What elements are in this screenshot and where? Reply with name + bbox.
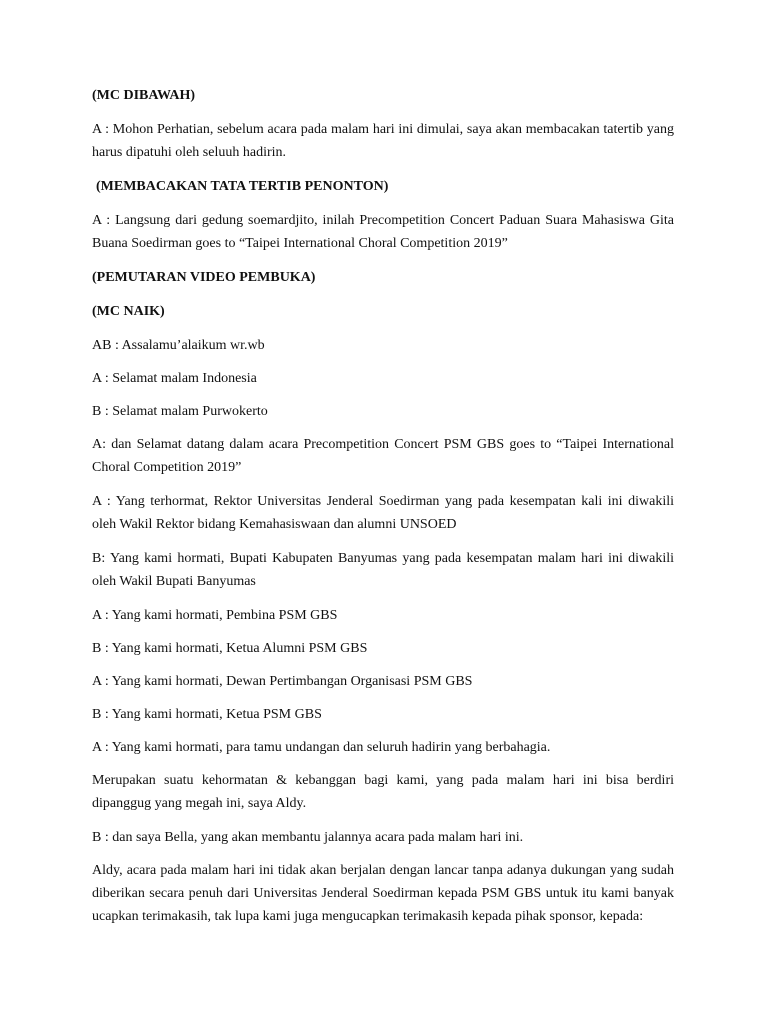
paragraph: A: dan Selamat datang dalam acara Precompetition Concert PSM GBS goes to “Taipei International Choral Competition 2019” xyxy=(92,437,674,475)
heading-tata-tertib: (MEMBACAKAN TATA TERTIB PENONTON) xyxy=(96,179,389,194)
paragraph: Merupakan suatu kehormatan & kebanggan bagi kami, yang pada malam hari ini bisa berdiri dipanggug yang megah ini, saya Aldy. xyxy=(92,773,674,811)
paragraph: A : Selamat malam Indonesia xyxy=(92,371,257,386)
heading-mc-naik: (MC NAIK) xyxy=(92,304,165,319)
paragraph: A : Yang kami hormati, Pembina PSM GBS xyxy=(92,608,338,623)
paragraph: A : Langsung dari gedung soemardjito, inilah Precompetition Concert Paduan Suara Mahasiswa Gita Buana Soedirman goes to “Taipei International Choral Competition 2019” xyxy=(92,213,674,251)
paragraph: B : Selamat malam Purwokerto xyxy=(92,404,268,419)
paragraph: B: Yang kami hormati, Bupati Kabupaten Banyumas yang pada kesempatan malam hari ini diwakili oleh Wakil Bupati Banyumas xyxy=(92,551,674,589)
paragraph: B : Yang kami hormati, Ketua PSM GBS xyxy=(92,707,322,722)
paragraph: A : Yang kami hormati, Dewan Pertimbangan Organisasi PSM GBS xyxy=(92,674,473,689)
paragraph: A : Yang kami hormati, para tamu undangan dan seluruh hadirin yang berbahagia. xyxy=(92,740,551,755)
paragraph: Aldy, acara pada malam hari ini tidak akan berjalan dengan lancar tanpa adanya dukungan yang sudah diberikan secara penuh dari Universitas Jenderal Soedirman kepada PSM GBS untuk itu kami banyak ucapkan terimakasih, tak lupa kami juga mengucapkan terimakasih kepada pihak sponsor, kepada: xyxy=(92,863,674,924)
paragraph: A : Mohon Perhatian, sebelum acara pada malam hari ini dimulai, saya akan membacakan tatertib yang harus dipatuhi oleh seluuh hadirin. xyxy=(92,122,674,160)
paragraph: A : Yang terhormat, Rektor Universitas Jenderal Soedirman yang pada kesempatan kali ini diwakili oleh Wakil Rektor bidang Kemahasiswaan dan alumni UNSOED xyxy=(92,494,674,532)
paragraph: B : dan saya Bella, yang akan membantu jalannya acara pada malam hari ini. xyxy=(92,830,524,845)
paragraph: B : Yang kami hormati, Ketua Alumni PSM GBS xyxy=(92,641,368,656)
document-page xyxy=(92,84,674,939)
paragraph: AB : Assalamu’alaikum wr.wb xyxy=(92,338,265,353)
heading-video-pembuka: (PEMUTARAN VIDEO PEMBUKA) xyxy=(92,270,316,285)
heading-mc-dibawah: (MC DIBAWAH) xyxy=(92,88,196,103)
